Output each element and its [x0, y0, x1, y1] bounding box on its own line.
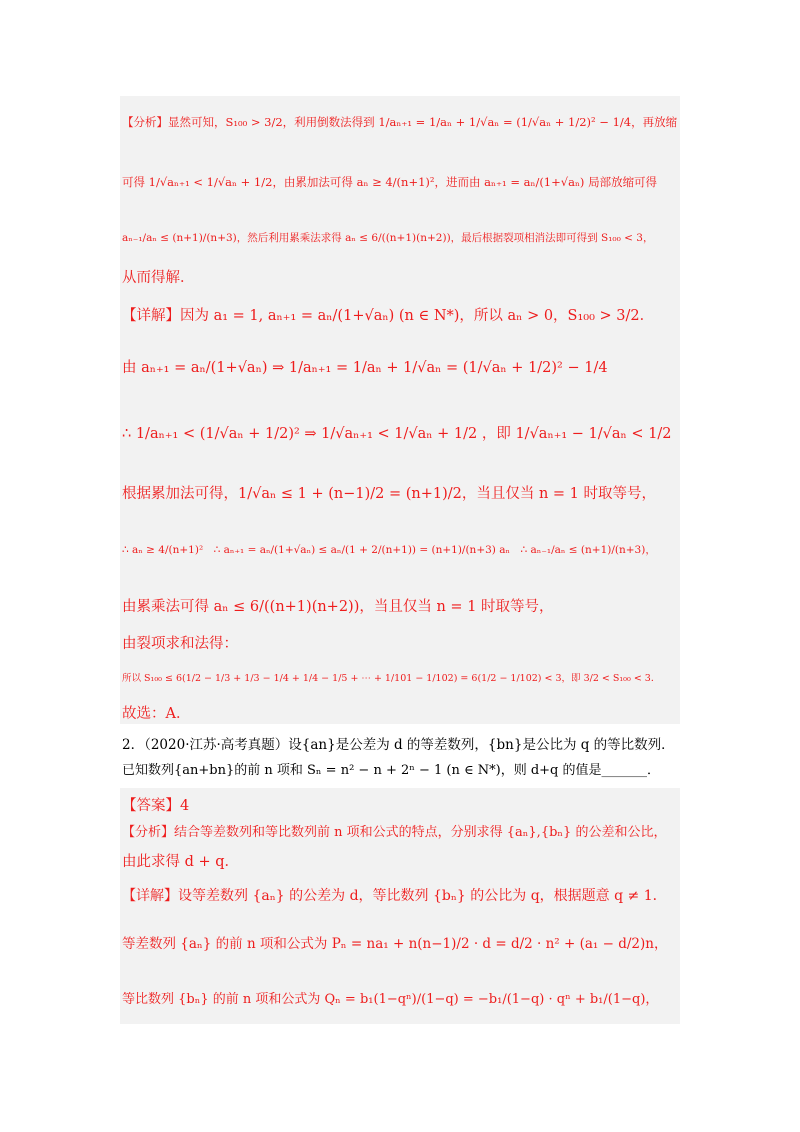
detail-line-2: 由 aₙ₊₁ = aₙ/(1+√aₙ) ⇒ 1/aₙ₊₁ = 1/aₙ + 1/√aₙ = (1/√aₙ + 1/2)² − 1/4: [122, 360, 608, 376]
analysis-2-line-2: 由此求得 d + q．: [122, 854, 240, 870]
analysis-line-4: 从而得解．: [122, 270, 195, 286]
detail-line-5: ∴ aₙ ≥ 4/(n+1)² ∴ aₙ₊₁ = aₙ/(1+√aₙ) ≤ aₙ/(1 + 2/(n+1)) = (n+1)/(n+3) aₙ ∴ aₙ₋₁/aₙ ≤ (n+1)/(n+3)，: [122, 544, 656, 556]
detail-line-3: ∴ 1/aₙ₊₁ < (1/√aₙ + 1/2)² ⇒ 1/√aₙ₊₁ < 1/√aₙ + 1/2 ，即 1/√aₙ₊₁ − 1/√aₙ < 1/2: [122, 426, 672, 442]
detail-2-line-3: 等比数列 {bₙ} 的前 n 项和公式为 Qₙ = b₁(1−qⁿ)/(1−q) = −b₁/(1−q) · qⁿ + b₁/(1−q)，: [122, 992, 659, 1007]
detail-2-line-2: 等差数列 {aₙ} 的前 n 项和公式为 Pₙ = na₁ + n(n−1)/2 · d = d/2 · n² + (a₁ − d/2)n，: [122, 936, 668, 952]
detail-line-7: 由裂项求和法得：: [122, 636, 238, 652]
detail-line-6: 由累乘法可得 aₙ ≤ 6/((n+1)(n+2))，当且仅当 n = 1 时取等号，: [122, 599, 554, 615]
detail-line-8: 所以 S₁₀₀ ≤ 6(1/2 − 1/3 + 1/3 − 1/4 + 1/4 − 1/5 + ⋯ + 1/101 − 1/102) = 6(1/2 − 1/102) < 3，即 3/2 < S₁₀₀ < 3．: [122, 673, 661, 684]
detail-2-line-1: 【详解】设等差数列 {aₙ} 的公差为 d，等比数列 {bₙ} 的公比为 q，根据题意 q ≠ 1．: [122, 888, 667, 904]
detail-line-4: 根据累加法可得，1/√aₙ ≤ 1 + (n−1)/2 = (n+1)/2，当且仅当 n = 1 时取等号，: [122, 486, 657, 502]
problem-2-line-1: 2．（2020·江苏·高考真题）设{an}是公差为 d 的等差数列，{bn}是公比为 q 的等比数列．: [122, 737, 675, 753]
problem-2-line-2: 已知数列{an+bn}的前 n 项和 Sₙ = n² − n + 2ⁿ − 1 (n ∈ N*)，则 d+q 的值是_______．: [122, 763, 661, 778]
analysis-2-line-1: 【分析】结合等差数列和等比数列前 n 项和公式的特点，分别求得 {aₙ},{bₙ} 的公差和公比，: [122, 825, 667, 840]
answer-line: 【答案】4: [122, 798, 190, 814]
detail-line-1: 【详解】因为 a₁ = 1, aₙ₊₁ = aₙ/(1+√aₙ) (n ∈ N*)，所以 aₙ > 0，S₁₀₀ > 3/2．: [122, 308, 655, 324]
analysis-line-3: aₙ₋₁/aₙ ≤ (n+1)/(n+3)，然后利用累乘法求得 aₙ ≤ 6/((n+1)(n+2))，最后根据裂项相消法即可得到 S₁₀₀ < 3，: [122, 232, 654, 244]
analysis-line-1: 【分析】显然可知，S₁₀₀ > 3/2，利用倒数法得到 1/aₙ₊₁ = 1/aₙ + 1/√aₙ = (1/√aₙ + 1/2)² − 1/4，再放缩: [122, 115, 678, 129]
analysis-line-2: 可得 1/√aₙ₊₁ < 1/√aₙ + 1/2，由累加法可得 aₙ ≥ 4/(n+1)²，进而由 aₙ₊₁ = aₙ/(1+√aₙ) 局部放缩可得: [122, 175, 658, 189]
detail-line-9: 故选：A．: [122, 706, 191, 722]
